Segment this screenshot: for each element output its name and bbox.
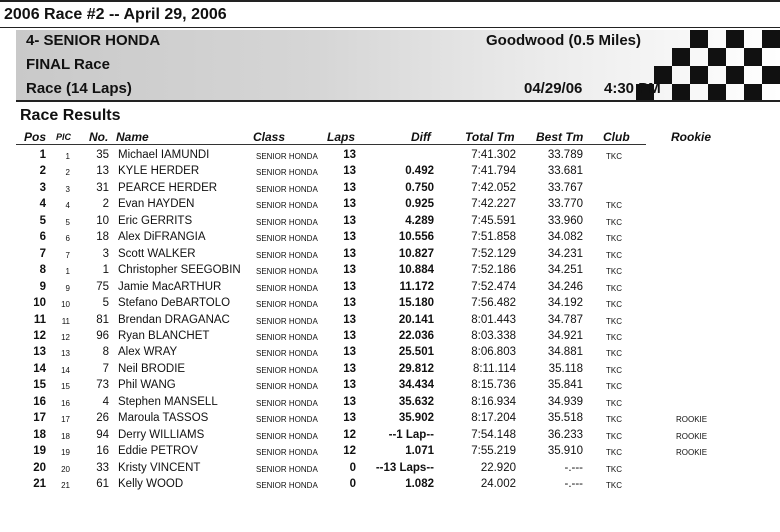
cell-name: Alex DiFRANGIA xyxy=(118,231,206,244)
cell-pos: 19 xyxy=(33,445,46,458)
cell-class: SENIOR HONDA xyxy=(256,152,318,161)
cell-no: 5 xyxy=(102,297,109,310)
cell-total: 24.002 xyxy=(480,478,516,490)
cell-diff: 11.172 xyxy=(399,280,434,293)
cell-pic: 1 xyxy=(65,152,70,161)
cell-no: 35 xyxy=(96,149,109,161)
cell-no: 3 xyxy=(102,247,109,260)
cell-total: 7:55.219 xyxy=(471,445,516,458)
cell-best: 34.921 xyxy=(547,329,583,342)
cell-pos: 16 xyxy=(33,395,46,408)
cell-name: Stefano DeBARTOLO xyxy=(118,297,231,310)
cell-class: SENIOR HONDA xyxy=(256,448,318,458)
cell-pos: 14 xyxy=(33,362,46,375)
table-row xyxy=(0,164,780,180)
cell-best: 33.960 xyxy=(547,214,583,227)
cell-no: 18 xyxy=(96,231,109,244)
table-row xyxy=(0,280,780,296)
cell-pic: 16 xyxy=(61,398,70,408)
cell-name: Alex WRAY xyxy=(118,346,178,359)
cell-total: 7:52.474 xyxy=(471,280,516,293)
cell-diff: 35.632 xyxy=(398,395,434,408)
cell-name: KYLE HERDER xyxy=(118,165,200,178)
cell-class: SENIOR HONDA xyxy=(256,332,318,342)
cell-pic: 11 xyxy=(61,316,70,326)
cell-class: SENIOR HONDA xyxy=(256,250,318,260)
header-name: Name xyxy=(116,130,149,144)
cell-name: Eric GERRITS xyxy=(118,214,193,227)
cell-laps: 13 xyxy=(343,198,356,211)
cell-best: -.--- xyxy=(564,461,583,474)
cell-no: 96 xyxy=(96,329,109,342)
cell-no: 8 xyxy=(102,346,109,359)
cell-class: SENIOR HONDA xyxy=(256,217,318,227)
cell-diff: 10.884 xyxy=(398,264,434,277)
cell-laps: 12 xyxy=(343,428,356,441)
cell-laps: 13 xyxy=(343,181,356,194)
cell-pic: 14 xyxy=(61,365,70,375)
cell-name: Neil BRODIE xyxy=(118,362,186,375)
cell-pos: 4 xyxy=(39,198,46,211)
cell-no: 33 xyxy=(96,461,109,474)
cell-diff: 0.492 xyxy=(405,165,434,178)
cell-pos: 15 xyxy=(33,379,46,392)
checker-square xyxy=(708,84,726,100)
cell-class: SENIOR HONDA xyxy=(256,382,318,392)
table-row xyxy=(0,329,780,345)
cell-pic: 17 xyxy=(61,415,70,425)
cell-class: SENIOR HONDA xyxy=(256,300,318,310)
header-total: Total Tm xyxy=(465,130,515,144)
cell-pos: 8 xyxy=(39,264,46,277)
cell-club: TKC xyxy=(606,431,622,441)
cell-laps: 13 xyxy=(343,165,356,178)
cell-name: PEARCE HERDER xyxy=(118,181,218,194)
cell-class: SENIOR HONDA xyxy=(256,184,318,194)
cell-total: 7:54.148 xyxy=(471,428,516,441)
cell-laps: 13 xyxy=(343,149,356,161)
cell-pic: 9 xyxy=(65,283,70,293)
cell-pos: 3 xyxy=(39,181,46,194)
cell-total: 8:06.803 xyxy=(471,346,516,359)
cell-best: 33.681 xyxy=(547,165,583,178)
banner-track: Goodwood (0.5 Miles) xyxy=(486,32,642,49)
cell-club: TKC xyxy=(606,283,622,293)
checker-square xyxy=(744,84,762,100)
cell-no: 81 xyxy=(96,313,109,326)
cell-total: 8:15.736 xyxy=(471,379,516,392)
cell-laps: 13 xyxy=(343,395,356,408)
table-row xyxy=(0,345,780,361)
cell-total: 7:56.482 xyxy=(471,297,516,310)
cell-name: Scott WALKER xyxy=(118,247,196,260)
cell-best: 34.246 xyxy=(547,280,583,293)
cell-class: SENIOR HONDA xyxy=(256,415,318,425)
banner-rule xyxy=(16,100,780,102)
header-best: Best Tm xyxy=(536,130,584,144)
cell-class: SENIOR HONDA xyxy=(256,398,318,408)
cell-club: TKC xyxy=(606,267,622,277)
checker-square xyxy=(726,66,744,84)
cell-diff: 10.556 xyxy=(398,231,434,244)
cell-no: 26 xyxy=(96,412,109,425)
cell-class: SENIOR HONDA xyxy=(256,431,318,441)
cell-no: 4 xyxy=(102,395,109,408)
cell-total: 8:01.443 xyxy=(471,313,516,326)
cell-class: SENIOR HONDA xyxy=(256,168,318,178)
cell-total: 7:41.794 xyxy=(471,165,516,178)
cell-diff: 15.180 xyxy=(398,297,434,310)
cell-club: TKC xyxy=(606,332,622,342)
table-row xyxy=(0,230,780,246)
top-rule xyxy=(0,0,780,2)
cell-diff: 35.902 xyxy=(398,412,434,425)
cell-pos: 10 xyxy=(33,297,46,310)
cell-class: SENIOR HONDA xyxy=(256,349,318,359)
cell-club: TKC xyxy=(606,415,622,425)
cell-no: 10 xyxy=(96,214,109,227)
cell-class: SENIOR HONDA xyxy=(256,283,318,293)
cell-class: SENIOR HONDA xyxy=(256,464,318,474)
cell-class: SENIOR HONDA xyxy=(256,365,318,375)
table-row xyxy=(0,461,780,477)
cell-pos: 5 xyxy=(39,214,46,227)
cell-club: TKC xyxy=(606,398,622,408)
cell-total: 8:11.114 xyxy=(472,362,516,375)
cell-no: 75 xyxy=(96,280,109,293)
cell-club: TKC xyxy=(606,201,622,211)
cell-best: 34.192 xyxy=(547,297,583,310)
cell-laps: 13 xyxy=(343,346,356,359)
cell-best: 34.787 xyxy=(547,313,583,326)
cell-pos: 12 xyxy=(33,329,46,342)
cell-class: SENIOR HONDA xyxy=(256,201,318,211)
cell-pic: 13 xyxy=(61,349,70,359)
cell-name: Kristy VINCENT xyxy=(118,461,201,474)
cell-diff: 1.071 xyxy=(405,445,434,458)
cell-rookie: ROOKIE xyxy=(676,431,708,441)
cell-laps: 13 xyxy=(343,231,356,244)
banner-race: Race (14 Laps) xyxy=(26,80,132,97)
cell-pic: 3 xyxy=(65,184,70,194)
cell-laps: 13 xyxy=(343,362,356,375)
cell-no: 2 xyxy=(102,198,109,211)
table-row xyxy=(0,477,780,493)
cell-name: Michael IAMUNDI xyxy=(118,149,210,161)
cell-diff: 1.082 xyxy=(405,478,434,490)
cell-laps: 13 xyxy=(343,214,356,227)
cell-diff: 0.750 xyxy=(405,181,434,194)
cell-no: 13 xyxy=(96,165,109,178)
cell-name: Christopher SEEGOBIN xyxy=(118,264,241,277)
header-pos: Pos xyxy=(24,130,47,144)
cell-club: TKC xyxy=(606,152,622,161)
cell-club: TKC xyxy=(606,217,622,227)
cell-total: 22.920 xyxy=(480,461,516,474)
cell-club: TKC xyxy=(606,349,622,359)
cell-pic: 4 xyxy=(65,201,70,211)
cell-no: 31 xyxy=(96,181,109,194)
checker-square xyxy=(672,84,690,100)
cell-no: 61 xyxy=(96,478,109,490)
cell-no: 1 xyxy=(102,264,109,277)
table-row xyxy=(0,263,780,279)
cell-best: 33.770 xyxy=(547,198,583,211)
banner-final: FINAL Race xyxy=(26,56,110,73)
cell-pic: 5 xyxy=(65,217,70,227)
cell-diff: 25.501 xyxy=(398,346,434,359)
cell-name: Maroula TASSOS xyxy=(118,412,209,425)
header-pic: PIC xyxy=(56,132,72,142)
cell-diff: 4.289 xyxy=(405,214,434,227)
section-title: Race Results xyxy=(20,107,121,124)
cell-name: Eddie PETROV xyxy=(118,445,198,458)
cell-class: SENIOR HONDA xyxy=(256,267,318,277)
cell-total: 7:51.858 xyxy=(471,231,516,244)
cell-best: -.--- xyxy=(564,478,583,490)
cell-name: Jamie MacARTHUR xyxy=(118,280,222,293)
cell-club: TKC xyxy=(606,300,622,310)
cell-pic: 6 xyxy=(65,234,70,244)
cell-pos: 9 xyxy=(39,280,46,293)
banner-class: 4- SENIOR HONDA xyxy=(26,32,161,49)
cell-name: Phil WANG xyxy=(118,379,176,392)
cell-laps: 0 xyxy=(349,461,356,474)
cell-pic: 21 xyxy=(61,481,70,490)
header-club: Club xyxy=(603,130,630,144)
table-row xyxy=(0,197,780,213)
cell-laps: 13 xyxy=(343,264,356,277)
checker-square xyxy=(708,48,726,66)
cell-best: 34.939 xyxy=(547,395,583,408)
cell-laps: 12 xyxy=(343,445,356,458)
table-row xyxy=(0,181,780,197)
cell-total: 7:42.227 xyxy=(471,198,516,211)
document-title: 2006 Race #2 -- April 29, 2006 xyxy=(4,6,227,23)
cell-pos: 11 xyxy=(33,313,46,326)
cell-club: TKC xyxy=(606,464,622,474)
cell-total: 8:16.934 xyxy=(471,395,516,408)
cell-club: TKC xyxy=(606,382,622,392)
cell-total: 7:45.591 xyxy=(471,214,516,227)
cell-total: 8:03.338 xyxy=(471,329,516,342)
cell-best: 35.910 xyxy=(547,445,583,458)
table-row xyxy=(0,296,780,312)
cell-laps: 13 xyxy=(343,280,356,293)
cell-pic: 12 xyxy=(61,332,70,342)
cell-pos: 17 xyxy=(33,412,46,425)
header-no: No. xyxy=(89,130,109,144)
cell-pic: 15 xyxy=(61,382,70,392)
checker-square xyxy=(690,30,708,48)
table-row xyxy=(0,378,780,394)
cell-no: 94 xyxy=(96,428,109,441)
cell-club: TKC xyxy=(606,250,622,260)
cell-laps: 13 xyxy=(343,412,356,425)
cell-best: 35.118 xyxy=(548,362,583,375)
cell-diff: 0.925 xyxy=(405,198,434,211)
cell-no: 73 xyxy=(96,379,109,392)
cell-club: TKC xyxy=(606,316,622,326)
cell-pos: 7 xyxy=(39,247,46,260)
table-row xyxy=(0,148,780,164)
cell-name: Ryan BLANCHET xyxy=(118,329,210,342)
checker-square xyxy=(672,48,690,66)
cell-diff: 29.812 xyxy=(398,362,434,375)
table-row xyxy=(0,362,780,378)
cell-name: Evan HAYDEN xyxy=(118,198,195,211)
cell-laps: 13 xyxy=(343,247,356,260)
cell-best: 36.233 xyxy=(547,428,583,441)
checker-square xyxy=(762,66,780,84)
table-row xyxy=(0,313,780,329)
cell-laps: 13 xyxy=(343,297,356,310)
cell-club: TKC xyxy=(606,365,622,375)
cell-class: SENIOR HONDA xyxy=(256,234,318,244)
cell-pic: 7 xyxy=(65,250,70,260)
cell-diff: --13 Laps-- xyxy=(375,461,434,474)
race-banner xyxy=(16,30,780,100)
cell-name: Brendan DRAGANAC xyxy=(118,313,230,326)
cell-rookie: ROOKIE xyxy=(676,415,708,425)
cell-diff: --1 Lap-- xyxy=(388,428,434,441)
cell-class: SENIOR HONDA xyxy=(256,316,318,326)
cell-laps: 13 xyxy=(343,313,356,326)
table-row xyxy=(0,444,780,460)
table-row xyxy=(0,247,780,263)
cell-best: 33.767 xyxy=(547,181,583,194)
cell-club: TKC xyxy=(606,448,622,458)
cell-rookie: ROOKIE xyxy=(676,448,708,458)
header-rookie: Rookie xyxy=(671,130,712,144)
cell-name: Stephen MANSELL xyxy=(118,395,218,408)
cell-pos: 20 xyxy=(33,461,46,474)
header-diff: Diff xyxy=(411,130,431,144)
cell-best: 34.082 xyxy=(547,231,583,244)
header-laps: Laps xyxy=(327,130,356,144)
cell-total: 7:52.129 xyxy=(471,247,516,260)
cell-pos: 21 xyxy=(33,478,46,490)
banner-time: 4:30 PM xyxy=(604,80,661,97)
banner-date: 04/29/06 xyxy=(524,80,583,97)
table-row xyxy=(0,395,780,411)
cell-best: 34.881 xyxy=(547,346,583,359)
cell-total: 7:42.052 xyxy=(471,181,516,194)
cell-pic: 10 xyxy=(61,300,70,310)
cell-name: Derry WILLIAMS xyxy=(118,428,205,441)
cell-pos: 2 xyxy=(39,165,46,178)
cell-pic: 2 xyxy=(65,168,70,178)
checker-square xyxy=(690,66,708,84)
cell-laps: 0 xyxy=(349,478,356,490)
table-row xyxy=(0,411,780,427)
table-row xyxy=(0,214,780,230)
cell-laps: 13 xyxy=(343,379,356,392)
cell-name: Kelly WOOD xyxy=(118,478,184,490)
cell-club: TKC xyxy=(606,234,622,244)
cell-pos: 1 xyxy=(39,149,46,161)
cell-diff: 22.036 xyxy=(398,329,434,342)
cell-no: 7 xyxy=(102,362,109,375)
cell-pos: 13 xyxy=(33,346,46,359)
cell-pos: 18 xyxy=(33,428,46,441)
cell-diff: 34.434 xyxy=(398,379,434,392)
cell-best: 33.789 xyxy=(547,149,583,161)
cell-pic: 18 xyxy=(61,431,70,441)
cell-pic: 19 xyxy=(61,448,70,458)
cell-class: SENIOR HONDA xyxy=(256,481,318,490)
checker-square xyxy=(726,30,744,48)
cell-total: 7:41.302 xyxy=(471,149,516,161)
cell-total: 7:52.186 xyxy=(471,264,516,277)
cell-diff: 20.141 xyxy=(398,313,434,326)
title-rule xyxy=(0,27,780,28)
checker-square xyxy=(744,48,762,66)
cell-no: 16 xyxy=(96,445,109,458)
cell-club: TKC xyxy=(606,481,622,490)
cell-laps: 13 xyxy=(343,329,356,342)
header-class: Class xyxy=(253,130,286,144)
header-rule xyxy=(16,144,646,145)
checker-square xyxy=(762,30,780,48)
cell-best: 35.518 xyxy=(547,412,583,425)
cell-pic: 20 xyxy=(61,464,70,474)
cell-total: 8:17.204 xyxy=(471,412,516,425)
cell-pic: 1 xyxy=(65,267,70,277)
cell-best: 34.251 xyxy=(547,264,583,277)
cell-diff: 10.827 xyxy=(398,247,434,260)
cell-pos: 6 xyxy=(39,231,46,244)
table-row xyxy=(0,428,780,444)
cell-best: 35.841 xyxy=(547,379,583,392)
cell-best: 34.231 xyxy=(547,247,583,260)
